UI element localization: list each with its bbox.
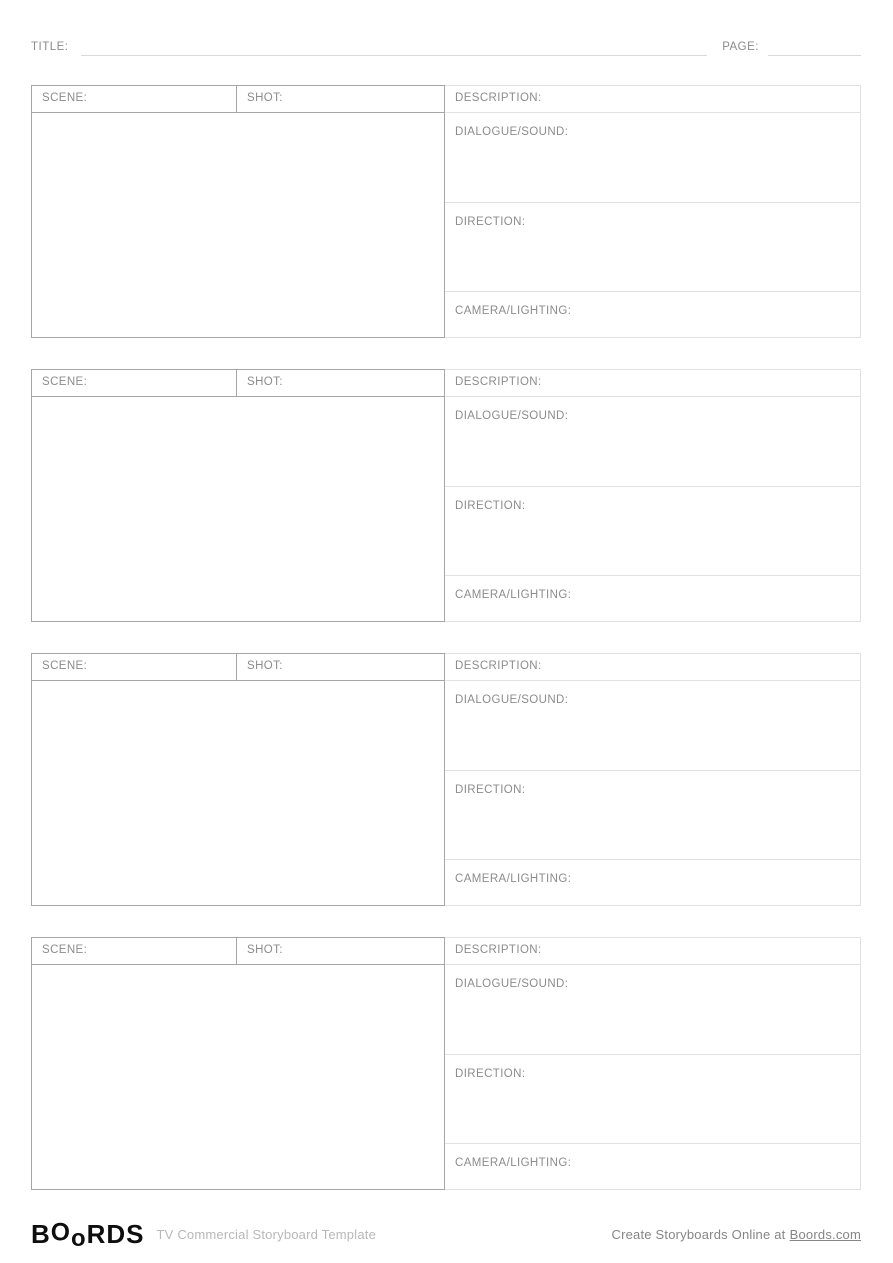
panel-notes-column: [445, 85, 861, 338]
direction-field: [445, 203, 861, 292]
panel-frame-column: [31, 369, 445, 622]
description-field: [445, 85, 861, 113]
dialogue-sound-label: DIALOGUE/SOUND:: [455, 126, 569, 138]
camera-lighting-label: CAMERA/LIGHTING:: [455, 1157, 572, 1169]
storyboard-panel-2: [31, 369, 861, 622]
scene-label: SCENE:: [42, 376, 88, 389]
scene-field: [31, 653, 237, 681]
dialogue-sound-field: [445, 681, 861, 771]
shot-field: [237, 653, 445, 681]
template-name: TV Commercial Storyboard Template: [156, 1227, 376, 1243]
camera-lighting-field: [445, 1144, 861, 1190]
description-label: DESCRIPTION:: [455, 92, 542, 105]
logo-letter: O: [50, 1219, 71, 1247]
panel-notes-column: [445, 369, 861, 622]
shot-label: SHOT:: [247, 944, 283, 957]
footer: [31, 1219, 861, 1252]
direction-label: DIRECTION:: [455, 1068, 526, 1080]
logo-letter: B: [31, 1219, 51, 1249]
shot-label: SHOT:: [247, 92, 283, 105]
boords-link[interactable]: Boords.com: [789, 1227, 861, 1243]
dialogue-sound-field: [445, 965, 861, 1055]
description-label: DESCRIPTION:: [455, 660, 542, 673]
camera-lighting-label: CAMERA/LIGHTING:: [455, 873, 572, 885]
panel-frame-column: [31, 85, 445, 338]
description-label: DESCRIPTION:: [455, 376, 542, 389]
shot-label: SHOT:: [247, 660, 283, 673]
storyboard-panel-4: [31, 937, 861, 1190]
panel-frame-column: [31, 653, 445, 906]
panel-frame-column: [31, 937, 445, 1190]
boords-logo: [31, 1219, 145, 1252]
camera-lighting-field: [445, 576, 861, 622]
description-field: [445, 369, 861, 397]
description-label: DESCRIPTION:: [455, 944, 542, 957]
shot-field: [237, 85, 445, 113]
cta-text: Create Storyboards Online at: [611, 1227, 786, 1243]
description-field: [445, 653, 861, 681]
scene-label: SCENE:: [42, 660, 88, 673]
panel-notes-column: [445, 937, 861, 1190]
title-input-line: [81, 55, 708, 56]
shot-field: [237, 937, 445, 965]
dialogue-sound-field: [445, 397, 861, 487]
scene-label: SCENE:: [42, 92, 88, 105]
frame-drawing-area: [31, 113, 445, 338]
camera-lighting-field: [445, 292, 861, 338]
storyboard-panel-1: [31, 85, 861, 338]
page-label: PAGE:: [722, 40, 759, 53]
storyboard-panel-3: [31, 653, 861, 906]
frame-drawing-area: [31, 681, 445, 906]
logo-letter: o: [70, 1225, 87, 1252]
scene-field: [31, 369, 237, 397]
direction-field: [445, 771, 861, 860]
scene-label: SCENE:: [42, 944, 88, 957]
camera-lighting-field: [445, 860, 861, 906]
shot-field: [237, 369, 445, 397]
page-input-line: [768, 55, 861, 56]
logo-letter: R: [86, 1219, 107, 1249]
scene-field: [31, 85, 237, 113]
direction-label: DIRECTION:: [455, 500, 526, 512]
frame-drawing-area: [31, 397, 445, 622]
camera-lighting-label: CAMERA/LIGHTING:: [455, 305, 572, 317]
dialogue-sound-label: DIALOGUE/SOUND:: [455, 694, 569, 706]
frame-drawing-area: [31, 965, 445, 1190]
document-header: [31, 38, 861, 53]
dialogue-sound-label: DIALOGUE/SOUND:: [455, 410, 569, 422]
description-field: [445, 937, 861, 965]
shot-label: SHOT:: [247, 376, 283, 389]
camera-lighting-label: CAMERA/LIGHTING:: [455, 589, 572, 601]
scene-field: [31, 937, 237, 965]
footer-cta: [612, 1227, 862, 1242]
direction-field: [445, 1055, 861, 1144]
panel-notes-column: [445, 653, 861, 906]
logo-letter: D: [106, 1219, 127, 1249]
logo-letter: S: [126, 1219, 145, 1249]
dialogue-sound-field: [445, 113, 861, 203]
title-label: TITLE:: [31, 40, 69, 53]
dialogue-sound-label: DIALOGUE/SOUND:: [455, 978, 569, 990]
direction-label: DIRECTION:: [455, 784, 526, 796]
direction-label: DIRECTION:: [455, 216, 526, 228]
direction-field: [445, 487, 861, 576]
